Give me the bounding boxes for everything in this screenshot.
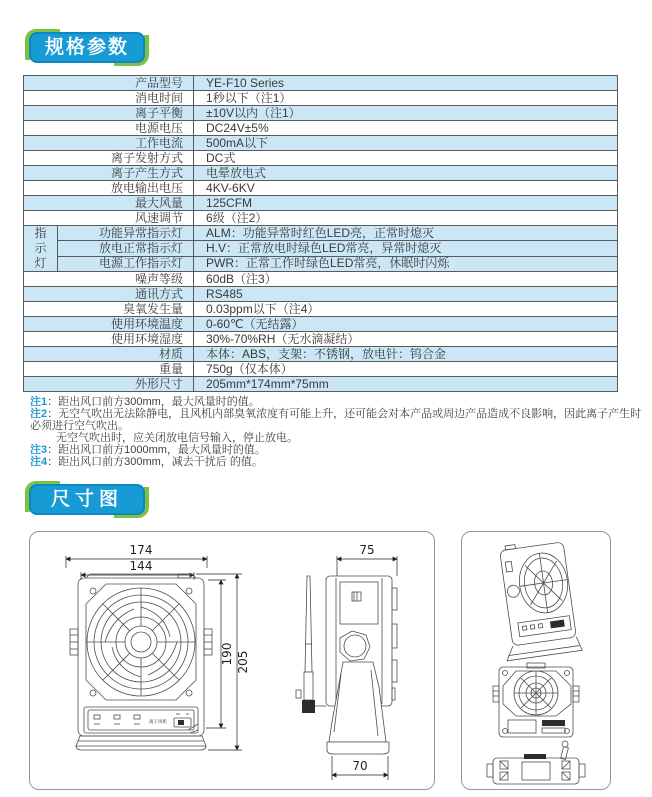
spec-value: 6级（注2） (194, 211, 618, 226)
spec-value: YE-F10 Series (194, 76, 618, 91)
note-label: 注2 (30, 408, 48, 420)
spec-value: 0-60℃（无结露） (194, 317, 618, 332)
table-row (24, 166, 618, 181)
side-view-drawing (296, 543, 397, 780)
spec-label: 噪声等级 (24, 272, 194, 287)
spec-value: 205mm*174mm*75mm (194, 377, 618, 392)
note-label: 注3 (30, 444, 48, 456)
spec-value: 750g（仅本体） (194, 362, 618, 377)
spec-label: 重量 (24, 362, 194, 377)
table-row (24, 151, 618, 166)
dim-front-outer-width: 174 (129, 543, 153, 557)
spec-value: 1秒以下（注1） (194, 91, 618, 106)
table-row (24, 377, 618, 392)
table-row (24, 302, 618, 317)
table-row (24, 272, 618, 287)
table-row (24, 241, 618, 256)
note-label: 注4 (30, 456, 48, 468)
table-row (24, 347, 618, 362)
spec-value: 电晕放电式 (194, 166, 618, 181)
panel-brand-text: 离子风机 (149, 720, 167, 725)
table-row (24, 106, 618, 121)
note-colon: ： (47, 408, 59, 420)
note-2 (30, 408, 642, 444)
spec-table (23, 75, 618, 392)
spec-label: 风速调节 (24, 211, 194, 226)
spec-label: 电源工作指示灯 (58, 256, 194, 271)
note-1 (30, 396, 642, 408)
dim-side-top-width: 75 (359, 543, 375, 557)
spec-value: H.V：正常放电时绿色LED常亮，异常时熄灭 (194, 241, 618, 256)
table-row (24, 91, 618, 106)
spec-label: 离子产生方式 (24, 166, 194, 181)
note-text-line2: 无空气吹出时，应关闭放电信号输入，停止放电。 (56, 432, 298, 444)
dim-front-inner-height: 190 (220, 642, 234, 666)
top-view-drawing (487, 741, 585, 784)
table-row (24, 181, 618, 196)
table-row (24, 332, 618, 347)
spec-label: 最大风量 (24, 196, 194, 211)
spec-label: 离子平衡 (24, 106, 194, 121)
spec-label: 臭氧发生量 (24, 302, 194, 317)
note-text: 距出风口前方300mm，最大风量时的值。 (58, 396, 260, 408)
spec-label: 放电正常指示灯 (58, 241, 194, 256)
spec-value: ALM：功能异常时红色LED亮，正常时熄灭 (194, 226, 618, 241)
spec-value: 4KV-6KV (194, 181, 618, 196)
spec-value: 60dB（注3） (194, 272, 618, 287)
table-row (24, 256, 618, 271)
dimension-drawing-box (29, 531, 435, 790)
spec-label: 工作电流 (24, 136, 194, 151)
product-views-svg (462, 532, 610, 789)
spec-value: PWR：正常工作时绿色LED常亮，休眠时闪烁 (194, 256, 618, 271)
table-row (24, 121, 618, 136)
spec-value: DC式 (194, 151, 618, 166)
table-row (24, 317, 618, 332)
spec-label: 产品型号 (24, 76, 194, 91)
dim-side-bottom-width: 70 (352, 759, 368, 773)
spec-label: 消电时间 (24, 91, 194, 106)
note-3 (30, 444, 642, 456)
dim-front-outer-height: 205 (236, 650, 250, 674)
note-text: 距出风口前方1000mm，最大风量时的值。 (58, 444, 266, 456)
specs-section-title: 规格参数 (29, 32, 145, 63)
spec-value: RS485 (194, 287, 618, 302)
spec-value: 500mA以下 (194, 136, 618, 151)
table-row (24, 136, 618, 151)
table-row (24, 76, 618, 91)
dimension-drawing-svg (30, 532, 434, 789)
table-row (24, 196, 618, 211)
spec-label: 外形尺寸 (24, 377, 194, 392)
note-colon: ： (47, 456, 59, 468)
note-colon: ： (47, 396, 59, 408)
product-views-box (461, 531, 611, 790)
dims-section-title: 尺寸图 (29, 484, 145, 515)
spec-value: 本体：ABS，支架：不锈钢，放电针：钨合金 (194, 347, 618, 362)
spec-label: 材质 (24, 347, 194, 362)
note-4 (30, 456, 642, 468)
perspective-view-drawing (491, 537, 582, 660)
note-label: 注1 (30, 396, 48, 408)
table-row (24, 362, 618, 377)
spec-label: 通讯方式 (24, 287, 194, 302)
table-row (24, 226, 618, 241)
dim-front-inner-width: 144 (129, 559, 153, 573)
spec-value: 30%-70%RH（无水滴凝结） (194, 332, 618, 347)
front-view-drawing (66, 543, 250, 750)
table-row (24, 211, 618, 226)
indicator-group-label: 指示灯 (24, 226, 58, 272)
spec-value: 0.03ppm以下（注4） (194, 302, 618, 317)
note-text: 距出风口前方300mm，减去干扰后 的值。 (58, 456, 263, 468)
notes-block (30, 396, 642, 468)
note-colon: ： (47, 444, 59, 456)
spec-label: 使用环境湿度 (24, 332, 194, 347)
spec-value: ±10V以内（注1） (194, 106, 618, 121)
note-text: 无空气吹出无法除静电，且风机内部臭氧浓度有可能上升，还可能会对本产品或周边产品造成不良影响，因此离子产生时必须进行空气吹出。 (30, 408, 642, 432)
rear-view-drawing (493, 663, 579, 737)
table-row (24, 287, 618, 302)
spec-label: 离子发射方式 (24, 151, 194, 166)
spec-label: 使用环境温度 (24, 317, 194, 332)
spec-label: 功能异常指示灯 (58, 226, 194, 241)
spec-label: 放电输出电压 (24, 181, 194, 196)
spec-value: 125CFM (194, 196, 618, 211)
spec-value: DC24V±5% (194, 121, 618, 136)
spec-label: 电源电压 (24, 121, 194, 136)
